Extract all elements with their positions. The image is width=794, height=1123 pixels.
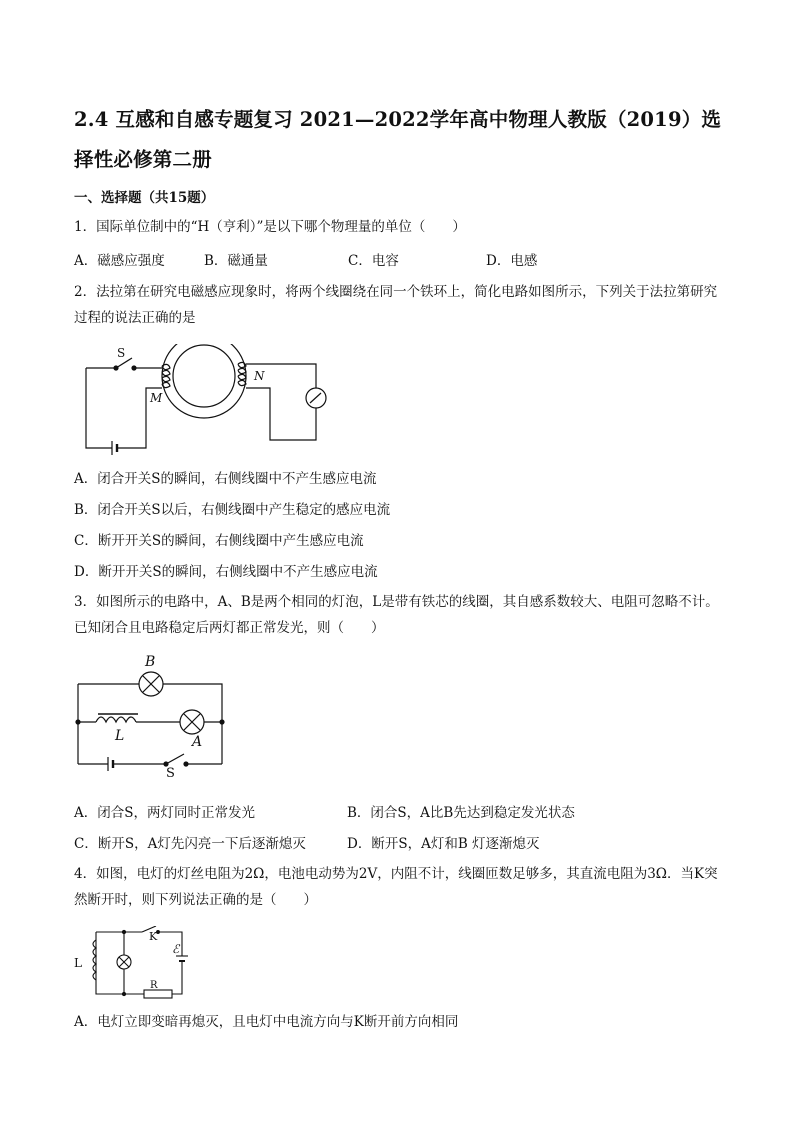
q1-option-d: D．电感 [486, 253, 538, 269]
q1-option-c: C．电容 [348, 253, 399, 269]
q3-option-d: D．断开S，A灯和B 灯逐渐熄灭 [347, 836, 540, 852]
q2-circuit-figure [76, 344, 342, 456]
q3-label-inductor: L [115, 728, 125, 744]
q2-option-c: C．断开开关S的瞬间，右侧线圈中产生感应电流 [74, 533, 364, 549]
document-title: 2.4 互感和自感专题复习 2021—2022学年高中物理人教版（2019）选择性必修第二册 [74, 108, 722, 171]
q3-option-c: C．断开S，A灯先闪亮一下后逐渐熄灭 [74, 836, 306, 852]
q3-option-b: B．闭合S，A比B先达到稳定发光状态 [347, 805, 575, 821]
q2-label-coil-n: N [254, 369, 265, 383]
question-4-stem: 4．如图，电灯的灯丝电阻为2Ω，电池电动势为2V，内阻不计，线圈匝数足够多，其直流电阻为3Ω．当K突然断开时，则下列说法正确的是（ ） [74, 866, 718, 908]
question-1-stem: 1．国际单位制中的“H（亨利）”是以下哪个物理量的单位（ ） [74, 219, 466, 235]
q4-label-inductor: L [74, 956, 82, 970]
q4-label-emf: ℰ [172, 942, 180, 956]
q3-label-switch: S [166, 766, 175, 781]
q1-option-a: A．磁感应强度 [74, 253, 165, 269]
q2-label-switch: S [117, 346, 126, 360]
q3-label-lamp-b: B [145, 654, 156, 670]
q3-option-a: A．闭合S，两灯同时正常发光 [74, 805, 255, 821]
section-heading: 一、选择题（共15题） [74, 190, 215, 206]
q4-circuit-figure [84, 926, 196, 1000]
question-2-stem: 2．法拉第在研究电磁感应现象时，将两个线圈绕在同一个铁环上，简化电路如图所示，下列关于法拉第研究过程的说法正确的是 [74, 284, 718, 326]
q4-label-switch: K [149, 930, 158, 943]
q4-option-a: A．电灯立即变暗再熄灭，且电灯中电流方向与K断开前方向相同 [74, 1014, 459, 1030]
q3-circuit-figure [74, 654, 230, 780]
q1-option-b: B．磁通量 [204, 253, 268, 269]
q3-label-lamp-a: A [192, 734, 203, 750]
q2-option-a: A．闭合开关S的瞬间，右侧线圈中不产生感应电流 [74, 471, 377, 487]
q4-label-resistor: R [150, 980, 158, 991]
question-3-stem: 3．如图所示的电路中，A、B是两个相同的灯泡，L是带有铁芯的线圈，其自感系数较大、电阻可忽略不计。已知闭合且电路稳定后两灯都正常发光，则（ ） [74, 594, 719, 636]
q2-label-coil-m: M [150, 391, 163, 405]
q2-option-b: B．闭合开关S以后，右侧线圈中产生稳定的感应电流 [74, 502, 391, 518]
q2-option-d: D．断开开关S的瞬间，右侧线圈中不产生感应电流 [74, 564, 378, 580]
